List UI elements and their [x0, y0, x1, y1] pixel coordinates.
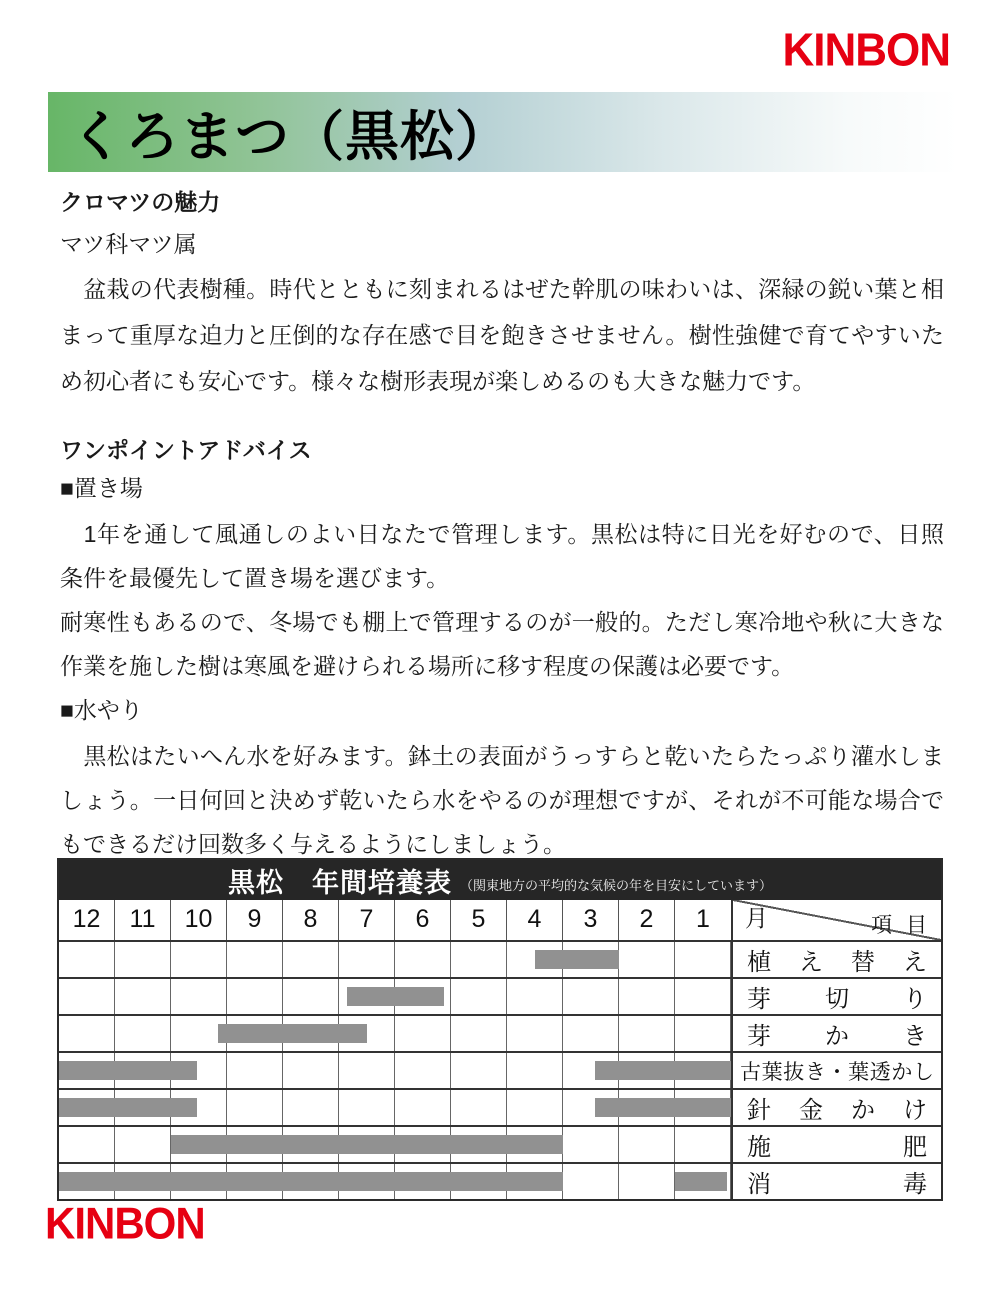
table-row [59, 1053, 941, 1090]
grid-cell [59, 1127, 115, 1162]
grid-cell [451, 1016, 507, 1051]
grid-cell [171, 942, 227, 977]
grid-cell [395, 942, 451, 977]
row-label-char: え [799, 949, 823, 976]
brand-logo-bottom: KINBON [45, 1198, 205, 1249]
activity-bar [675, 1172, 727, 1191]
grid-cell [59, 979, 115, 1014]
row-label [731, 1053, 941, 1088]
grid-cell [563, 979, 619, 1014]
month-cell: 4 [507, 900, 563, 940]
grid-cell [619, 1164, 675, 1199]
month-cell: 2 [619, 900, 675, 940]
grid-cell [619, 942, 675, 977]
row-label-char: し [913, 1060, 934, 1084]
month-cell: 6 [395, 900, 451, 940]
row-label [731, 942, 941, 977]
activity-bar [218, 1024, 367, 1043]
page-title: くろまつ（黒松） [70, 106, 510, 167]
row-label-char: か [851, 1097, 875, 1124]
body-content [60, 186, 944, 866]
table-row [59, 942, 941, 979]
timeline-cell [59, 1090, 731, 1125]
grid-cell [675, 1127, 731, 1162]
table-title: 黒松 年間培養表 [227, 867, 452, 898]
activity-bar [59, 1061, 197, 1080]
grid-cell [451, 942, 507, 977]
grid-cell [507, 979, 563, 1014]
title-banner [48, 92, 958, 172]
row-label-char: 芽 [747, 986, 771, 1013]
timeline-cell [59, 1164, 731, 1199]
table-row [59, 1016, 941, 1053]
row-label-char: 替 [851, 949, 875, 976]
row-label-char: 施 [747, 1134, 771, 1161]
row-label-char: 肥 [903, 1134, 927, 1161]
watering-paragraph: 黒松はたいへん水を好みます。鉢土の表面がうっすらと乾いたらたっぷり灌水しましょう。一日何回と決めず乾いたら水をやるのが理想ですが、それが不可能な場合でもできるだけ回数多く与えるようにしましょう。 [60, 743, 944, 857]
month-cell: 1 [696, 905, 710, 933]
cultivation-calendar-table [57, 858, 943, 1201]
row-label-char: け [903, 1097, 927, 1124]
placement-paragraph-2: 耐寒性もあるので、冬場でも棚上で管理するのが一般的。ただし寒冷地や秋に大きな作業を施した樹は寒風を避けられる場所に移す程度の保護は必要です。 [60, 609, 944, 679]
table-rows [59, 942, 941, 1199]
grid-cell [675, 1016, 731, 1051]
row-label [731, 1164, 941, 1199]
row-label-char: 透 [869, 1060, 891, 1084]
timeline-cell [59, 1016, 731, 1051]
grid-cell [171, 979, 227, 1014]
timeline-cell [59, 942, 731, 977]
grid-cell [395, 1053, 451, 1088]
row-label-char: 植 [747, 949, 771, 976]
grid-cell [563, 1016, 619, 1051]
row-label-char: 消 [747, 1171, 771, 1198]
row-label [731, 1090, 941, 1125]
row-label-char: 古 [740, 1060, 761, 1084]
timeline-cell [59, 1127, 731, 1162]
grid-cell [395, 1016, 451, 1051]
grid-cell [59, 942, 115, 977]
section-heading-advice: ワンポイントアドバイス [60, 437, 312, 463]
grid-cell [115, 1016, 171, 1051]
grid-cell [227, 1053, 283, 1088]
grid-cell [619, 1127, 675, 1162]
grid-cell [507, 1053, 563, 1088]
month-cell: 11 [115, 900, 171, 940]
activity-bar [595, 1061, 731, 1080]
intro-paragraph: 盆栽の代表樹種。時代とともに刻まれるはぜた幹肌の味わいは、深緑の鋭い葉と相まって重厚な迫力と圧倒的な存在感で目を飽きさせません。樹性強健で育てやすいため初心者にも安心です。様々な樹形表現が楽しめるのも大きな魅力です。 [60, 276, 944, 394]
grid-cell [563, 1127, 619, 1162]
grid-cell [675, 942, 731, 977]
grid-cell [675, 979, 731, 1014]
grid-cell [283, 979, 339, 1014]
grid-cell [451, 979, 507, 1014]
grid-cell [395, 1090, 451, 1125]
grid-cell [283, 942, 339, 977]
grid-cell [115, 979, 171, 1014]
month-cell: 12 [59, 900, 115, 940]
table-subtitle: （関東地方の平均的な気候の年を目安にしています） [459, 877, 772, 893]
grid-cell [339, 942, 395, 977]
activity-bar [59, 1172, 563, 1191]
month-cell: 3 [563, 900, 619, 940]
grid-cell [339, 1090, 395, 1125]
row-label-char: き [903, 1023, 927, 1050]
taxonomy-line: マツ科マツ属 [60, 231, 197, 257]
grid-cell [619, 979, 675, 1014]
activity-bar [347, 987, 444, 1006]
timeline-cell [59, 1053, 731, 1088]
grid-cell [59, 1016, 115, 1051]
row-label-char: ・ [826, 1060, 848, 1084]
grid-cell [507, 1090, 563, 1125]
row-label-char: 切 [825, 986, 849, 1013]
grid-cell [283, 1090, 339, 1125]
corner-label-month: 月 [745, 905, 768, 931]
row-label [731, 1016, 941, 1051]
subsection-title-watering: ■水やり [60, 697, 143, 723]
corner-header-cell [731, 900, 941, 940]
table-row [59, 1127, 941, 1164]
row-label-char: え [903, 949, 927, 976]
table-header-bar [59, 860, 941, 900]
row-label-char: 葉 [848, 1060, 870, 1084]
grid-cell [115, 1127, 171, 1162]
row-label-char: 葉 [761, 1060, 783, 1084]
placement-paragraph-1: 1年を通して風通しのよい日なたで管理します。黒松は特に日光を好むので、日照条件を最優先して置き場を選びます。 [60, 521, 944, 591]
row-label-char: り [903, 986, 927, 1013]
month-cell: 7 [339, 900, 395, 940]
table-row [59, 1090, 941, 1127]
month-cell: 10 [171, 900, 227, 940]
grid-cell [339, 1053, 395, 1088]
row-label-char: か [825, 1023, 849, 1050]
activity-bar [59, 1098, 197, 1117]
row-label-char: か [891, 1060, 913, 1084]
subsection-title-placement: ■置き場 [60, 475, 143, 501]
corner-label-item: 項 目 [871, 914, 931, 937]
row-label [731, 979, 941, 1014]
grid-cell [283, 1053, 339, 1088]
grid-cell [563, 1164, 619, 1199]
month-cell: 5 [451, 900, 507, 940]
grid-cell [227, 1090, 283, 1125]
month-header-row [59, 900, 941, 942]
row-label [731, 1127, 941, 1162]
brand-logo-top: KINBON [782, 24, 950, 77]
grid-cell [227, 979, 283, 1014]
section-heading-appeal: クロマツの魅力 [60, 189, 221, 215]
row-label-char: 針 [747, 1097, 771, 1124]
grid-cell [227, 942, 283, 977]
activity-bar [535, 950, 619, 969]
activity-bar [595, 1098, 731, 1117]
timeline-cell [59, 979, 731, 1014]
row-label-char: き [804, 1060, 826, 1084]
row-label-char: 芽 [747, 1023, 771, 1050]
grid-cell [451, 1090, 507, 1125]
table-row [59, 1164, 941, 1199]
grid-cell [115, 942, 171, 977]
table-row [59, 979, 941, 1016]
activity-bar [171, 1135, 563, 1154]
row-label-char: 抜 [783, 1060, 805, 1084]
row-label-char: 毒 [903, 1171, 927, 1198]
row-label-char: 金 [799, 1097, 823, 1124]
grid-cell [619, 1016, 675, 1051]
grid-cell [451, 1053, 507, 1088]
grid-cell [507, 1016, 563, 1051]
month-cell: 9 [227, 900, 283, 940]
month-cell: 8 [283, 900, 339, 940]
